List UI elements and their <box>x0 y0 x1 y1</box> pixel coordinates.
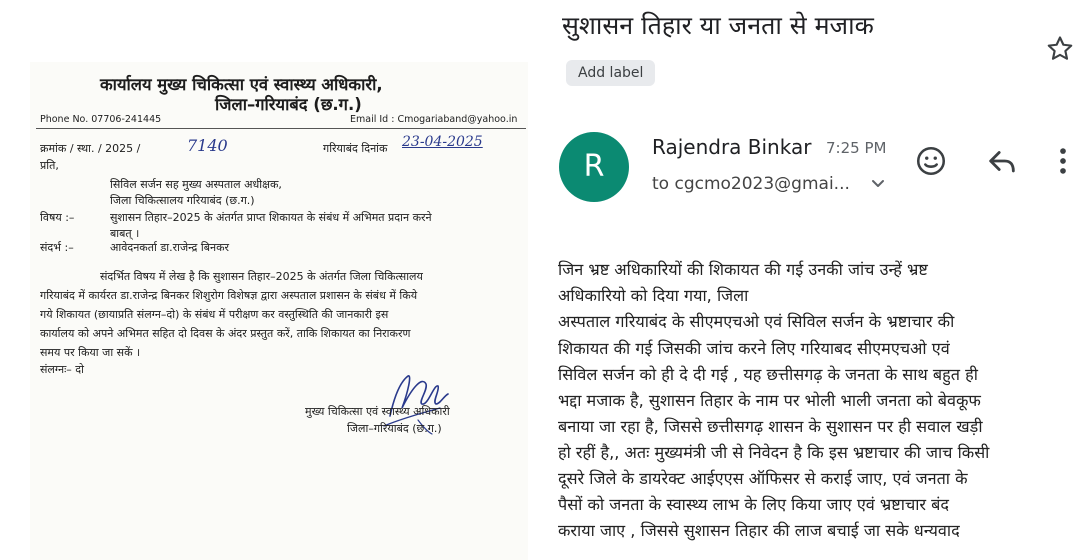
letter-body-line: संदर्भित विषय में लेख है कि सुशासन तिहार–2025 के अंतर्गत जिला चिकित्सालय <box>100 270 423 283</box>
message-line: अधिकारियो को दिया गया, जिला <box>558 286 749 305</box>
email-view <box>540 0 1080 560</box>
letter-body-line: समय पर किया जा सकें । <box>40 346 141 359</box>
message-line: कराया जाए , जिससे सुशासन तिहार की लाज बचाई जा सके धन्यवाद <box>558 521 960 540</box>
letter-body-line: कार्यालय को अपने अभिमत सहित दो दिवस के अंदर प्रस्तुत करें, ताकि शिकायत का निराकरण <box>40 327 411 340</box>
message-line: हो रहीं है,, अतः मुख्यमंत्री जी से निवेदन है कि इस भ्रष्टाचार की जाच किसी <box>558 443 990 462</box>
office-phone: Phone No. 07706-241445 <box>40 114 162 125</box>
star-icon[interactable] <box>1043 34 1077 64</box>
avatar[interactable]: R <box>559 132 629 202</box>
office-district: जिला–गरियाबंद (छ.ग.) <box>215 95 362 114</box>
subject-line-1: सुशासन तिहार–2025 के अंतर्गत प्राप्त शिकायत के संबंध में अभिमत प्रदान करने <box>110 211 432 224</box>
message-line: पैसों को जनता के स्वास्थ्य लाभ के लिए किया जाए एवं भ्रष्टाचार बंद <box>558 495 950 514</box>
enclosure-note: संलग्नः– दो <box>40 363 84 376</box>
letter-body-line: गरियाबंद में कार्यरत डा.राजेन्द्र बिनकर शिशुरोग विशेषज्ञ द्वारा अस्पताल प्रशासन के संबंध में किये <box>40 289 418 302</box>
reference-label: क्रमांक / स्था. / 2025 / <box>40 142 141 155</box>
date-label: गरियाबंद दिनांक <box>323 142 388 155</box>
message-line: जिन भ्रष्ट अधिकारियों की शिकायत की गई उनकी जांच उन्हें भ्रष्ट <box>558 260 928 279</box>
recipient-line[interactable]: to cgcmo2023@gmai... <box>652 174 850 194</box>
emoji-icon[interactable] <box>914 144 948 178</box>
message-line: भद्दा मजाक है, सुशासन तिहार के नाम पर भोली भाली जनता को बेवकूफ <box>558 391 981 410</box>
message-line: शिकायत की गई जिसकी जांच करने लिए गरियाबद सीएमएचओ एवं <box>558 339 950 358</box>
message-line: अस्पताल गरियाबंद के सीएमएचओ एवं सिविल सर्जन के भ्रष्टाचार की <box>558 312 955 331</box>
message-line: दूसरे जिले के डायरेक्ट आईएएस ऑफिसर से कराई जाए, एवं जनता के <box>558 469 968 488</box>
email-subject: सुशासन तिहार या जनता से मजाक <box>562 11 874 40</box>
addressee-line-2: जिला चिकित्सालय गरियाबंद (छ.ग.) <box>110 194 255 207</box>
sender-name[interactable]: Rajendra Binkar <box>652 135 812 159</box>
message-line: बनाया जा रहा है, जिससे छत्तीसगढ़ शासन के सुशासन पर ही सवाल खड़ी <box>558 417 983 436</box>
add-label-button[interactable]: Add label <box>566 60 655 86</box>
signatory-title: मुख्य चिकित्सा एवं स्वास्थ्य अधिकारी <box>305 405 450 418</box>
letterhead-divider <box>36 128 526 129</box>
letter-body-line: गये शिकायत (छायाप्रति संलग्न–दो) के संबंध में परीक्षण कर वस्तुस्थिति की जानकारी इस <box>40 308 389 321</box>
signatory-district: जिला–गरियाबंद (छ.ग.) <box>347 422 442 435</box>
reference-subject-label: संदर्भ :– <box>40 241 74 254</box>
email-time: 7:25 PM <box>826 139 887 157</box>
reference-subject-value: आवेदनकर्ता डा.राजेन्द्र बिनकर <box>110 241 230 254</box>
chevron-down-icon[interactable] <box>870 178 886 190</box>
to-label: प्रति, <box>40 159 59 172</box>
subject-label: विषय :– <box>40 211 75 224</box>
more-vert-icon[interactable] <box>1046 144 1080 178</box>
reply-icon[interactable] <box>985 144 1019 178</box>
message-line: सिविल सर्जन को ही दे दी गई , यह छत्तीसगढ़ के जनता के साथ बहुत ही <box>558 365 978 384</box>
office-title: कार्यालय मुख्य चिकित्सा एवं स्वास्थ्य अधिकारी, <box>100 75 383 94</box>
subject-line-2: बाबत् । <box>110 227 140 240</box>
addressee-line-1: सिविल सर्जन सह मुख्य अस्पताल अधीक्षक, <box>110 178 282 191</box>
office-email: Email Id : Cmogariaband@yahoo.in <box>350 114 518 125</box>
reference-number: 7140 <box>187 136 228 155</box>
date-value: 23-04-2025 <box>402 134 483 150</box>
